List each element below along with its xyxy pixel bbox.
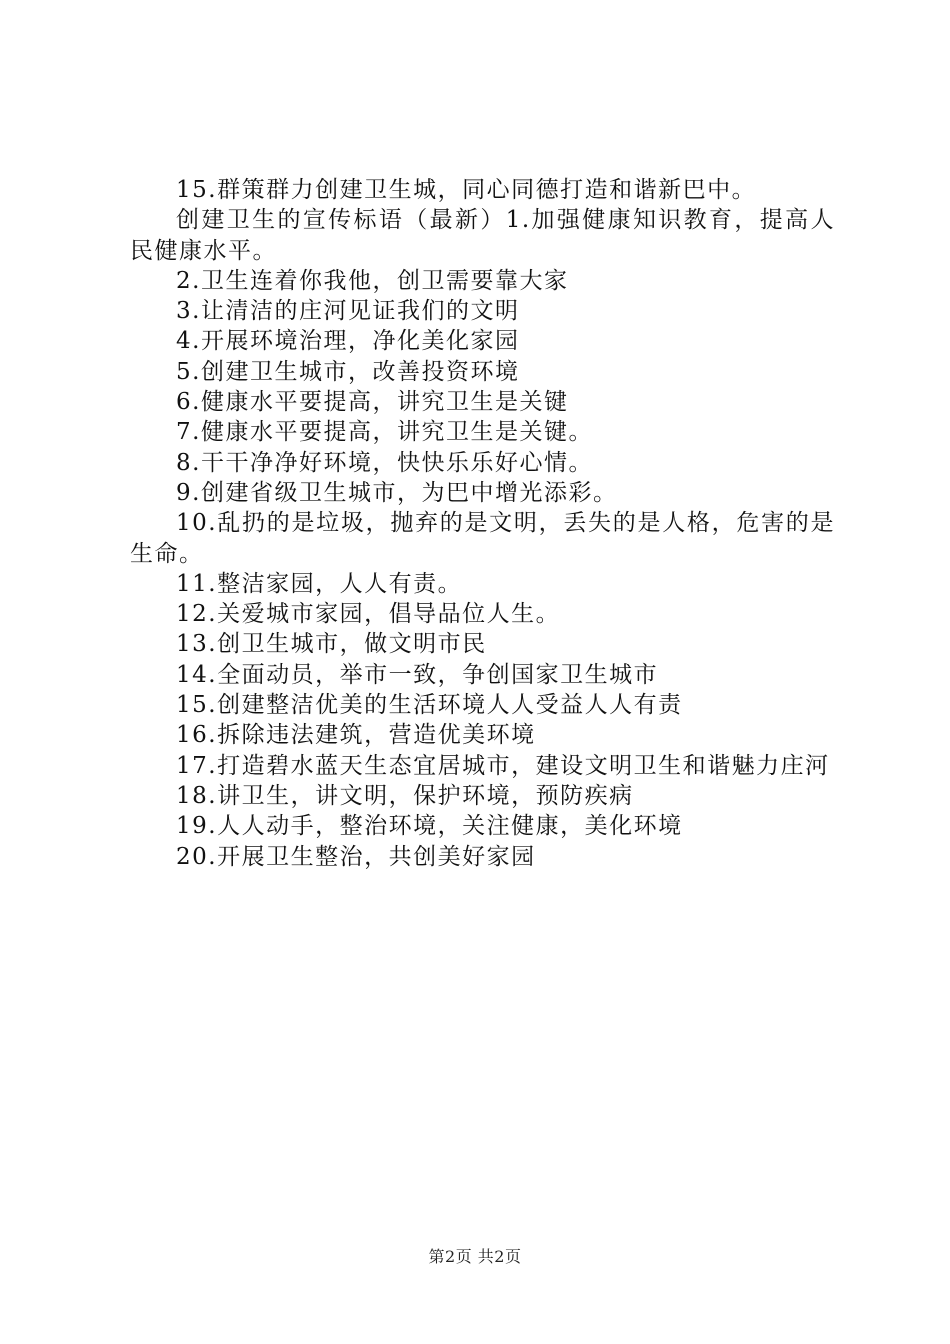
page-footer: 第2页 共2页 <box>428 1247 522 1266</box>
paragraph-16: 15.创建整洁优美的生活环境人人受益人人有责 <box>176 692 683 719</box>
paragraph-11: 10.乱扔的是垃圾，抛弃的是文明，丢失的是人格，危害的是生命。 <box>130 510 835 567</box>
paragraph-10: 9.创建省级卫生城市，为巴中增光添彩。 <box>176 479 618 506</box>
paragraph-21: 20.开展卫生整治，共创美好家园 <box>176 843 536 870</box>
paragraph-15: 14.全面动员，举市一致，争创国家卫生城市 <box>176 661 659 688</box>
paragraph-12: 11.整洁家园，人人有责。 <box>176 570 463 597</box>
paragraph-14: 13.创卫生城市，做文明市民 <box>176 631 487 658</box>
paragraph-17: 16.拆除违法建筑，营造优美环境 <box>176 722 536 749</box>
paragraph-18: 17.打造碧水蓝天生态宜居城市，建设文明卫生和谐魅力庄河 <box>176 752 830 779</box>
paragraph-19: 18.讲卫生，讲文明，保护环境，预防疾病 <box>176 782 634 809</box>
paragraph-3: 2.卫生连着你我他，创卫需要靠大家 <box>176 267 569 294</box>
paragraph-2: 创建卫生的宣传标语（最新）1.加强健康知识教育，提高人民健康水平。 <box>130 207 835 264</box>
paragraph-20: 19.人人动手，整治环境，关注健康，美化环境 <box>176 813 683 840</box>
paragraph-6: 5.创建卫生城市，改善投资环境 <box>176 358 520 385</box>
paragraph-8: 7.健康水平要提高，讲究卫生是关键。 <box>176 419 593 446</box>
paragraph-5: 4.开展环境治理，净化美化家园 <box>176 328 520 355</box>
paragraph-7: 6.健康水平要提高，讲究卫生是关键 <box>176 389 569 416</box>
paragraph-13: 12.关爱城市家园，倡导品位人生。 <box>176 601 561 628</box>
paragraph-1: 15.群策群力创建卫生城，同心同德打造和谐新巴中。 <box>176 177 757 203</box>
paragraph-9: 8.干干净净好环境，快快乐乐好心情。 <box>176 449 593 476</box>
document-body <box>130 175 835 872</box>
paragraph-4: 3.让清洁的庄河见证我们的文明 <box>176 298 520 325</box>
